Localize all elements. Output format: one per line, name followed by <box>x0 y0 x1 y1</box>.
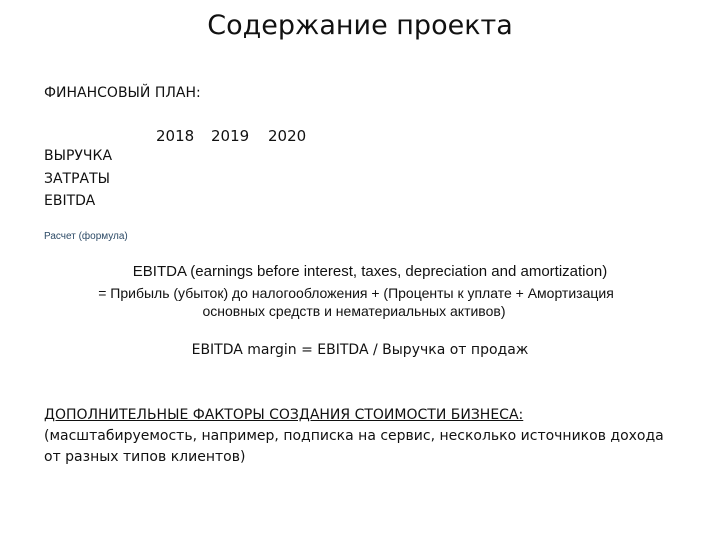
formula-line: EBITDA (earnings before interest, taxes, depreciation and amortization) <box>132 263 608 280</box>
financial-plan-heading: ФИНАНСОВЫЙ ПЛАН: <box>44 85 201 101</box>
calculation-label: Расчет (формула) <box>44 231 128 242</box>
formula-line: основных средств и нематериальных активов) <box>202 303 506 319</box>
year-column-header: 2019 <box>211 127 250 145</box>
page-title: Содержание проекта <box>207 10 513 41</box>
row-label-ebitda: EBITDA <box>44 193 96 209</box>
row-label-revenue: ВЫРУЧКА <box>44 148 113 164</box>
additional-factors <box>44 405 684 468</box>
formula-line: = Прибыль (убыток) до налогообложения + (Проценты к уплате + Амортизация <box>98 285 614 301</box>
additional-factors-body: (масштабируемость, например, подписка на сервис, несколько источников дохода от разных типов клиентов) <box>44 428 664 465</box>
row-label-costs: ЗАТРАТЫ <box>44 171 111 187</box>
additional-factors-title: ДОПОЛНИТЕЛЬНЫЕ ФАКТОРЫ СОЗДАНИЯ СТОИМОСТИ БИЗНЕСА: <box>44 407 524 423</box>
year-column-header: 2018 <box>156 127 195 145</box>
ebitda-margin-formula: EBITDA margin = EBITDA / Выручка от продаж <box>191 342 529 358</box>
year-column-header: 2020 <box>268 127 307 145</box>
